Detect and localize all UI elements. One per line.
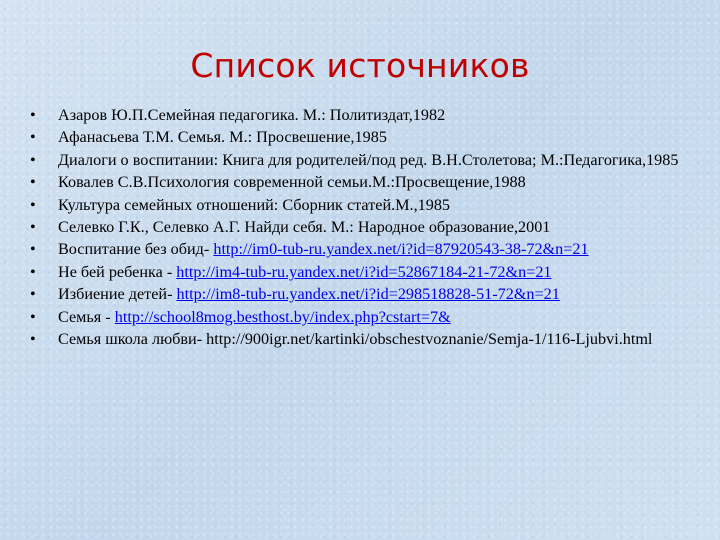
source-text: Семья школа любви- http://900igr.net/kartinki/obschestvoznanie/Semja-1/116-Ljubvi.html [58, 330, 653, 349]
list-item [30, 171, 706, 193]
list-item [30, 149, 706, 171]
source-text: Семья - [58, 307, 115, 326]
bullet-icon: • [30, 106, 36, 124]
source-text: Афанасьева Т.М. Семья. М.: Просвешение,1985 [58, 128, 387, 147]
list-item [30, 261, 706, 283]
bullet-icon: • [30, 307, 36, 326]
source-link[interactable]: http://im4-tub-ru.yandex.net/i?id=52867184-21-72&n=21 [176, 262, 552, 281]
bullet-icon: • [30, 173, 36, 192]
list-item [30, 216, 706, 238]
source-text: Диалоги о воспитании: Книга для родителей/под ред. В.Н.Столетова; М.:Педагогика,1985 [58, 150, 679, 169]
source-text: Азаров Ю.П.Семейная педагогика. М.: Политиздат,1982 [58, 106, 446, 124]
list-item [30, 328, 706, 350]
bullet-icon: • [30, 150, 36, 169]
list-item [30, 194, 706, 216]
source-text: Ковалев С.В.Психология современной семьи.М.:Просвещение,1988 [58, 173, 526, 192]
list-item [30, 126, 706, 148]
bullet-icon: • [30, 240, 36, 259]
bullet-icon: • [30, 195, 36, 214]
bullet-icon: • [30, 262, 36, 281]
bullet-icon: • [30, 330, 36, 349]
source-text: Избиение детей- [58, 285, 177, 304]
list-item [30, 104, 706, 126]
source-text: Культура семейных отношений: Сборник статей.М.,1985 [58, 195, 451, 214]
list-item [30, 238, 706, 260]
bullet-icon: • [30, 285, 36, 304]
source-link[interactable]: http://im0-tub-ru.yandex.net/i?id=87920543-38-72&n=21 [213, 240, 589, 259]
sources-list [30, 104, 706, 350]
bullet-icon: • [30, 128, 36, 147]
slide-title: Список источников [190, 46, 530, 85]
list-item [30, 283, 706, 305]
source-text: Селевко Г.К., Селевко А.Г. Найди себя. М.: Народное образование,2001 [58, 218, 551, 237]
list-item [30, 306, 706, 328]
source-text: Не бей ребенка - [58, 262, 177, 281]
source-text: Воспитание без обид- [58, 240, 214, 259]
source-link[interactable]: http://school8mog.besthost.by/index.php?cstart=7& [114, 307, 451, 326]
bullet-icon: • [30, 218, 36, 237]
source-link[interactable]: http://im8-tub-ru.yandex.net/i?id=298518828-51-72&n=21 [176, 285, 560, 304]
